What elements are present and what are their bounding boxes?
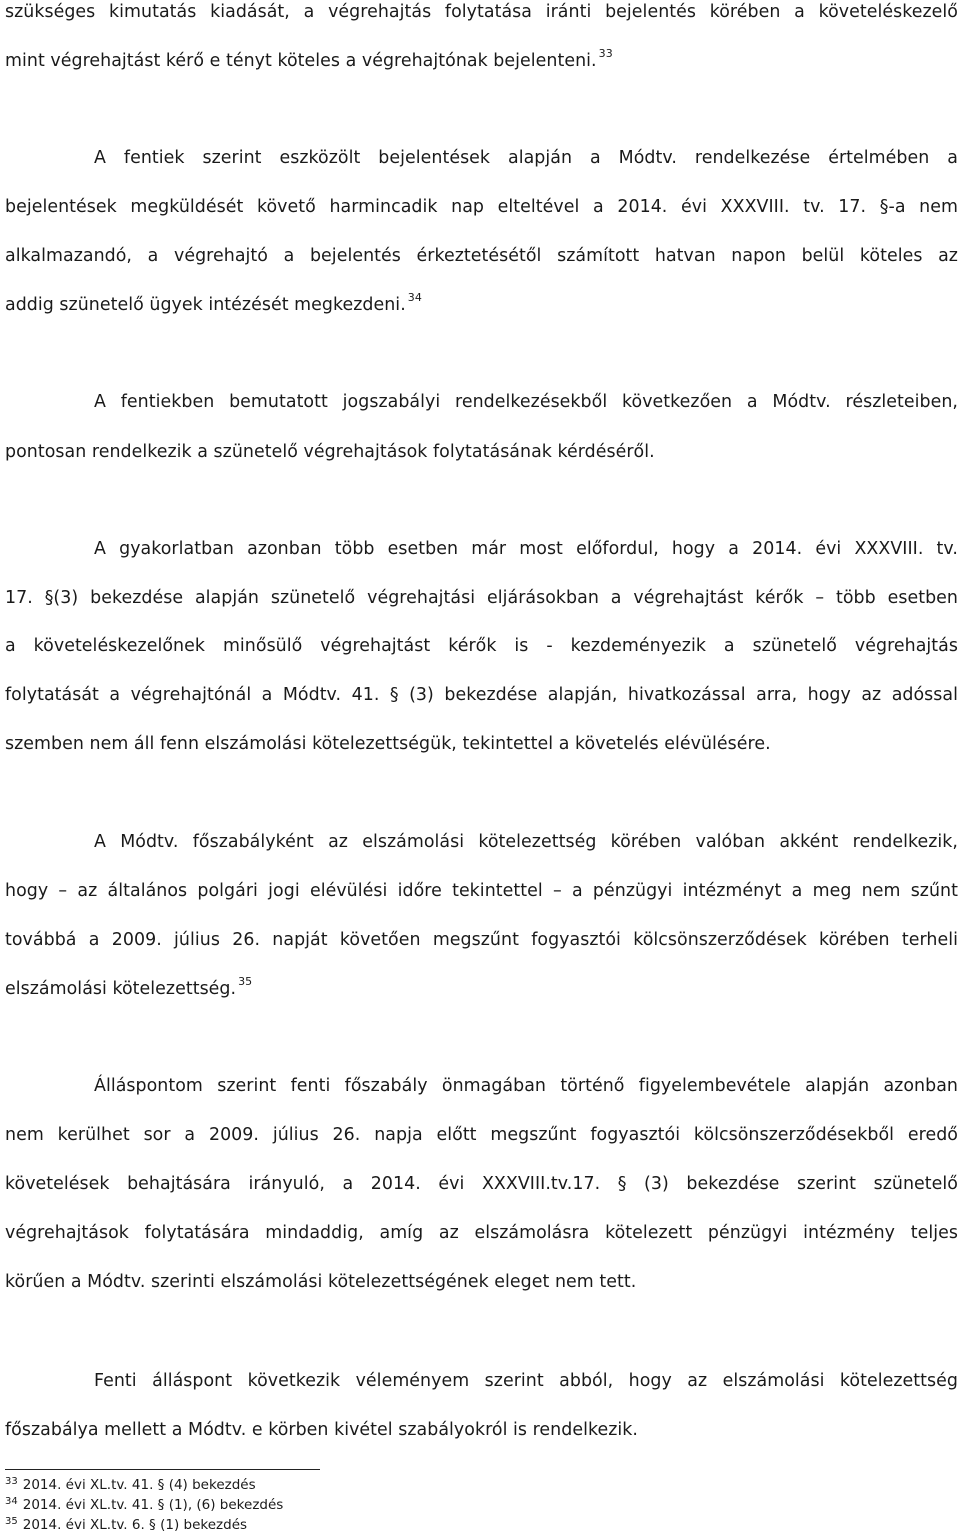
footnote xyxy=(5,1516,247,1536)
body-line: végrehajtások folytatására mindaddig, amíg az elszámolásra kötelezett pénzügyi intézmény teljes xyxy=(5,1223,958,1243)
body-line: A Módtv. főszabályként az elszámolási kötelezettség körében valóban akként rendelkezik, xyxy=(94,832,958,852)
body-line: főszabálya mellett a Módtv. e körben kivétel szabályokról is rendelkezik. xyxy=(5,1420,638,1440)
body-line: 17. §(3) bekezdése alapján szünetelő végrehajtási eljárásokban a végrehajtást kérők – több esetben xyxy=(5,588,958,608)
footnote xyxy=(5,1496,283,1516)
body-line: szemben nem áll fenn elszámolási kötelezettségük, tekintettel a követelés elévülésére. xyxy=(5,734,771,754)
body-line: addig szünetelő ügyek intézését megkezdeni. $^{34}$ xyxy=(5,291,422,315)
body-line: pontosan rendelkezik a szünetelő végrehajtások folytatásának kérdéséről. xyxy=(5,442,655,462)
body-line: mint végrehajtást kérő e tényt köteles a végrehajtónak bejelenteni. $^{33}$ xyxy=(5,47,613,71)
footnote-ref: 35 xyxy=(238,975,253,988)
footnote-text: 2014. évi XL.tv. 6. § (1) bekezdés xyxy=(22,1517,248,1533)
footnote xyxy=(5,1476,256,1496)
footnote-ref: 33 xyxy=(598,47,613,60)
body-line: bejelentések megküldését követő harmincadik nap elteltével a 2014. évi XXXVIII. tv. 17. §-a nem xyxy=(5,197,958,217)
body-line: hogy – az általános polgári jogi elévülési időre tekintettel – a pénzügyi intézményt a meg nem szűnt xyxy=(5,881,958,901)
body-line: alkalmazandó, a végrehajtó a bejelentés érkeztetésétől számított hatvan napon belül köteles az xyxy=(5,246,958,266)
body-line: Álláspontom szerint fenti főszabály önmagában történő figyelembevétele alapján azonban xyxy=(94,1076,958,1096)
footnote-text: 2014. évi XL.tv. 41. § (1), (6) bekezdés xyxy=(22,1497,284,1513)
body-line: A gyakorlatban azonban több esetben már most előfordul, hogy a 2014. évi XXXVIII. tv. xyxy=(94,539,958,559)
body-line: követelések behajtására irányuló, a 2014. évi XXXVIII.tv.17. § (3) bekezdése szerint szünetelő xyxy=(5,1174,958,1194)
body-line: szükséges kimutatás kiadását, a végrehajtás folytatása iránti bejelentés körében a követeléskezelő xyxy=(5,2,958,22)
body-line: nem kerülhet sor a 2009. július 26. napja előtt megszűnt fogyasztói kölcsönszerződésekből eredő xyxy=(5,1125,958,1145)
body-line: körűen a Módtv. szerinti elszámolási kötelezettségének eleget nem tett. xyxy=(5,1272,637,1292)
body-line: a követeléskezelőnek minősülő végrehajtást kérők is - kezdeményezik a szünetelő végrehajtás xyxy=(5,636,958,656)
body-line: továbbá a 2009. július 26. napját követően megszűnt fogyasztói kölcsönszerződések körében terheli xyxy=(5,930,958,950)
footnote-number: 35 xyxy=(5,1516,18,1527)
body-line: Fenti álláspont következik véleményem szerint abból, hogy az elszámolási kötelezettség xyxy=(94,1371,958,1391)
footnote-divider xyxy=(5,1469,320,1470)
footnote-text: 2014. évi XL.tv. 41. § (4) bekezdés xyxy=(22,1477,256,1493)
body-line: A fentiek szerint eszközölt bejelentések alapján a Módtv. rendelkezése értelmében a xyxy=(94,148,958,168)
body-line: A fentiekben bemutatott jogszabályi rendelkezésekből következően a Módtv. részleteiben, xyxy=(94,392,958,412)
footnote-number: 33 xyxy=(5,1476,18,1487)
body-line: folytatását a végrehajtónál a Módtv. 41. § (3) bekezdése alapján, hivatkozással arra, hogy az adóssal xyxy=(5,685,958,705)
footnote-number: 34 xyxy=(5,1496,18,1507)
body-line: elszámolási kötelezettség. $^{35}$ xyxy=(5,975,253,999)
footnote-ref: 34 xyxy=(407,291,422,304)
